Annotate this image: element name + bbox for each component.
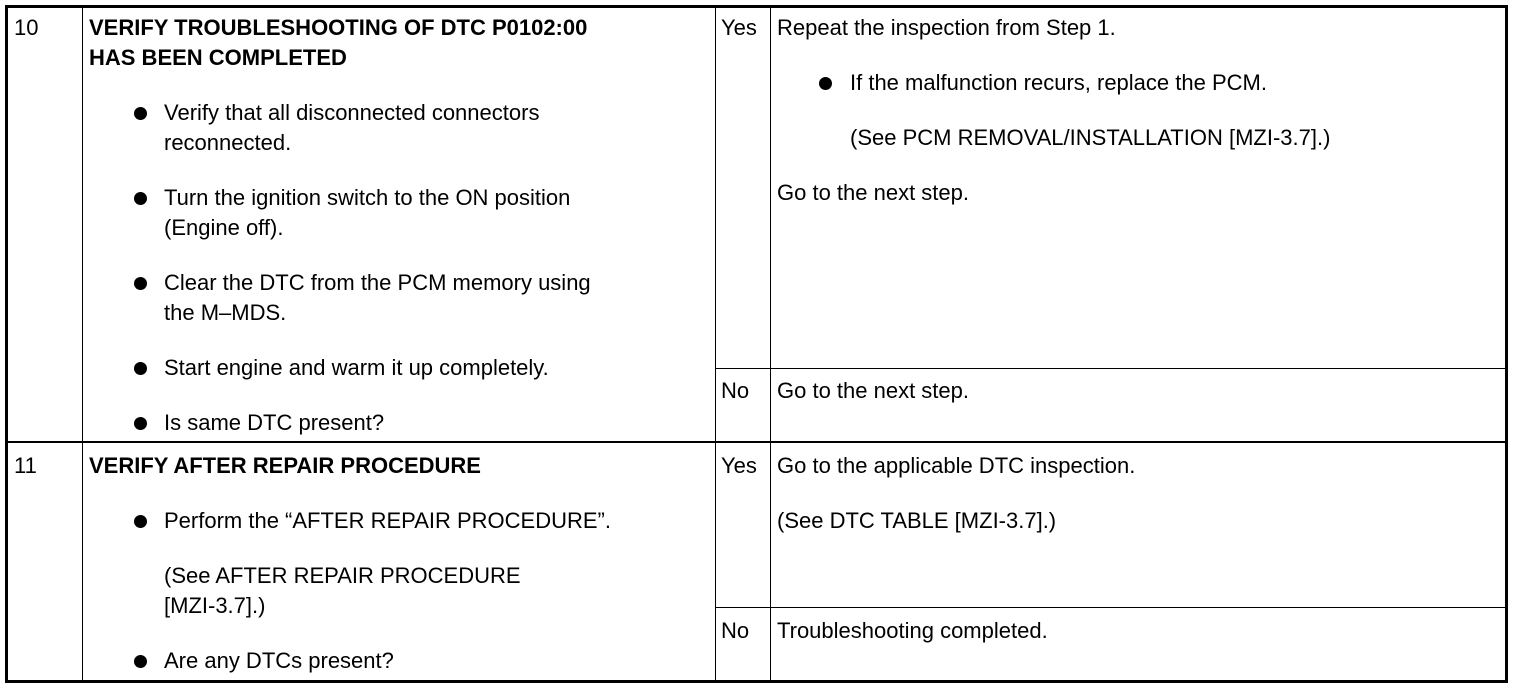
procedure-item: (Engine off). bbox=[164, 215, 284, 240]
bullet-icon bbox=[134, 107, 147, 120]
procedure-item: the M–MDS. bbox=[164, 300, 287, 325]
outcome-reference: (See DTC TABLE [MZI-3.7].) bbox=[777, 508, 1057, 533]
step-number: 11 bbox=[14, 453, 37, 478]
outcome-item: If the malfunction recurs, replace the PCM. bbox=[850, 70, 1267, 95]
answer-yes: Yes bbox=[721, 453, 757, 478]
outcome-text: Go to the next step. bbox=[777, 378, 970, 403]
bullet-icon bbox=[134, 192, 147, 205]
answer-column-divider bbox=[770, 7, 771, 681]
outcome-text: Go to the applicable DTC inspection. bbox=[777, 453, 1136, 478]
procedure-item: Start engine and warm it up completely. bbox=[164, 355, 549, 380]
outcome-divider-row11 bbox=[715, 607, 1506, 608]
answer-yes: Yes bbox=[721, 15, 757, 40]
procedure-column-divider bbox=[715, 7, 716, 681]
outcome-text: Repeat the inspection from Step 1. bbox=[777, 15, 1116, 40]
procedure-question: Is same DTC present? bbox=[164, 410, 385, 435]
procedure-question: Are any DTCs present? bbox=[164, 648, 394, 673]
bullet-icon bbox=[134, 362, 147, 375]
procedure-item: Clear the DTC from the PCM memory using bbox=[164, 270, 591, 295]
step-title-line: VERIFY AFTER REPAIR PROCEDURE bbox=[89, 453, 481, 478]
procedure-reference: [MZI-3.7].) bbox=[164, 593, 266, 618]
step-title-line: HAS BEEN COMPLETED bbox=[89, 45, 347, 70]
step-number: 10 bbox=[14, 15, 39, 40]
bullet-icon bbox=[134, 655, 147, 668]
procedure-reference: (See AFTER REPAIR PROCEDURE bbox=[164, 563, 521, 588]
outcome-divider-row10 bbox=[715, 368, 1506, 369]
step-column-divider bbox=[82, 7, 83, 681]
procedure-item: Turn the ignition switch to the ON position bbox=[164, 185, 571, 210]
outcome-reference: (See PCM REMOVAL/INSTALLATION [MZI-3.7].) bbox=[850, 125, 1331, 150]
procedure-item: reconnected. bbox=[164, 130, 292, 155]
outcome-text: Troubleshooting completed. bbox=[777, 618, 1048, 643]
answer-no: No bbox=[721, 378, 750, 403]
step-title-line: VERIFY TROUBLESHOOTING OF DTC P0102:00 bbox=[89, 15, 588, 40]
bullet-icon bbox=[134, 515, 147, 528]
outcome-text: Go to the next step. bbox=[777, 180, 970, 205]
procedure-item: Verify that all disconnected connectors bbox=[164, 100, 540, 125]
answer-no: No bbox=[721, 618, 750, 643]
bullet-icon bbox=[134, 277, 147, 290]
row-divider bbox=[7, 441, 1506, 443]
bullet-icon bbox=[134, 417, 147, 430]
procedure-item: Perform the “AFTER REPAIR PROCEDURE”. bbox=[164, 508, 611, 533]
bullet-icon bbox=[819, 77, 832, 90]
